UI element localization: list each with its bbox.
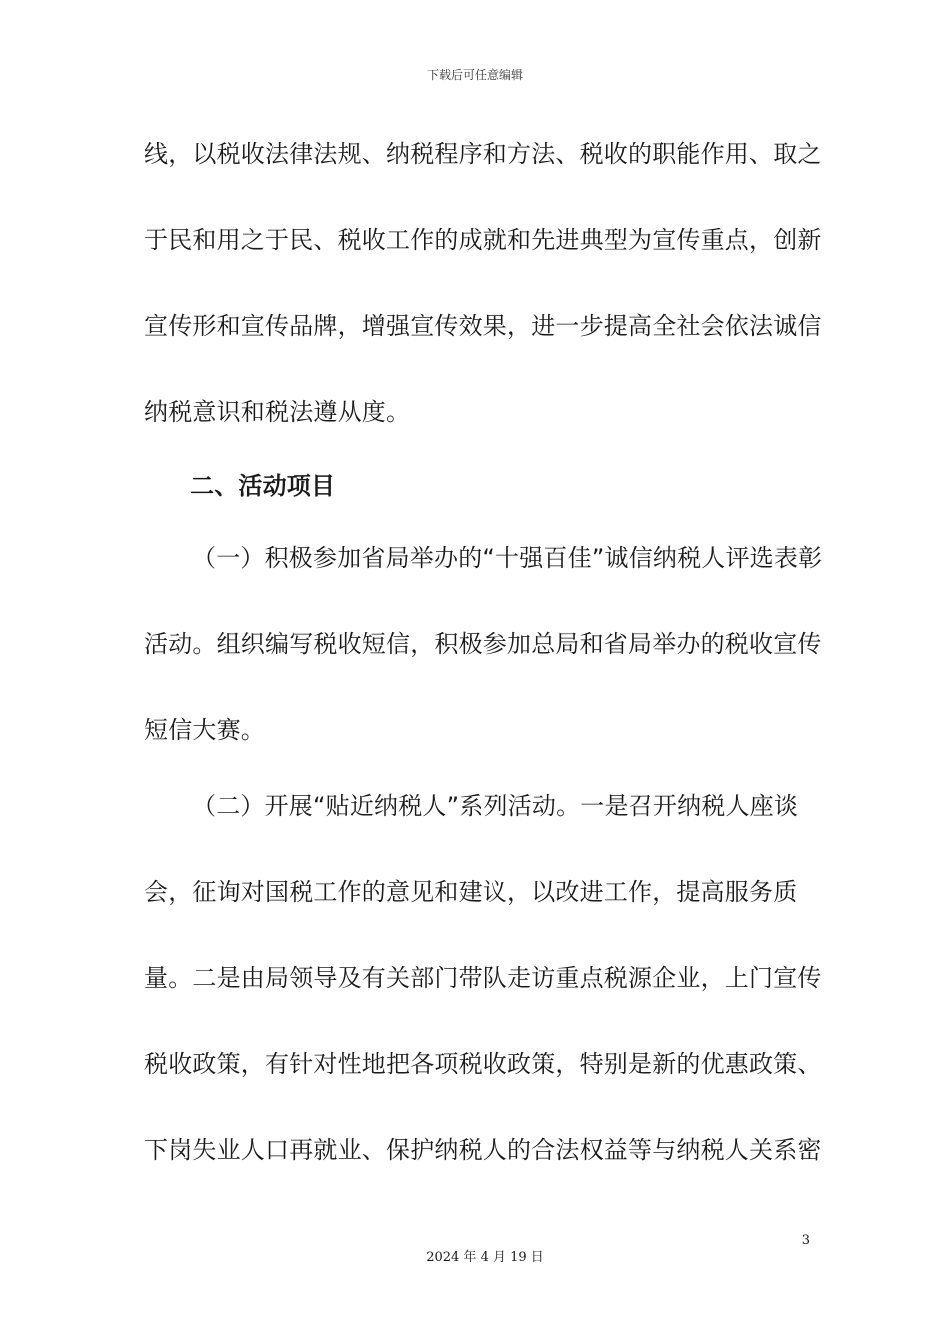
body-line: 短信大赛。 <box>144 716 265 744</box>
body-line: （一）积极参加省局举办的“十强百佳”诚信纳税人评选表彰 <box>192 544 823 572</box>
body-line: 会，征询对国税工作的意见和建议，以改进工作，提高服务质 <box>144 878 798 906</box>
body-line: （二）开展“贴近纳税人”系列活动。一是召开纳税人座谈 <box>192 792 799 820</box>
body-line: 量。二是由局领导及有关部门带队走访重点税源企业，上门宣传 <box>144 964 822 992</box>
body-line: 线，以税收法律法规、纳税程序和方法、税收的职能作用、取之 <box>144 140 822 168</box>
page-header: 下载后可任意编辑 <box>426 68 523 82</box>
section-heading: 二、活动项目 <box>190 472 336 500</box>
page-number: 3 <box>801 1233 810 1248</box>
body-line: 下岗失业人口再就业、保护纳税人的合法权益等与纳税人关系密 <box>144 1136 822 1164</box>
body-line: 宣传形和宣传品牌，增强宣传效果，进一步提高全社会依法诚信 <box>144 312 822 340</box>
body-line: 税收政策，有针对性地把各项税收政策，特别是新的优惠政策、 <box>144 1050 822 1078</box>
body-line: 活动。组织编写税收短信，积极参加总局和省局举办的税收宣传 <box>144 630 822 658</box>
footer-date: 2024 年 4 月 19 日 <box>426 1250 544 1265</box>
body-line: 纳税意识和税法遵从度。 <box>144 398 411 426</box>
body-line: 于民和用之于民、税收工作的成就和先进典型为宣传重点，创新 <box>144 226 822 254</box>
